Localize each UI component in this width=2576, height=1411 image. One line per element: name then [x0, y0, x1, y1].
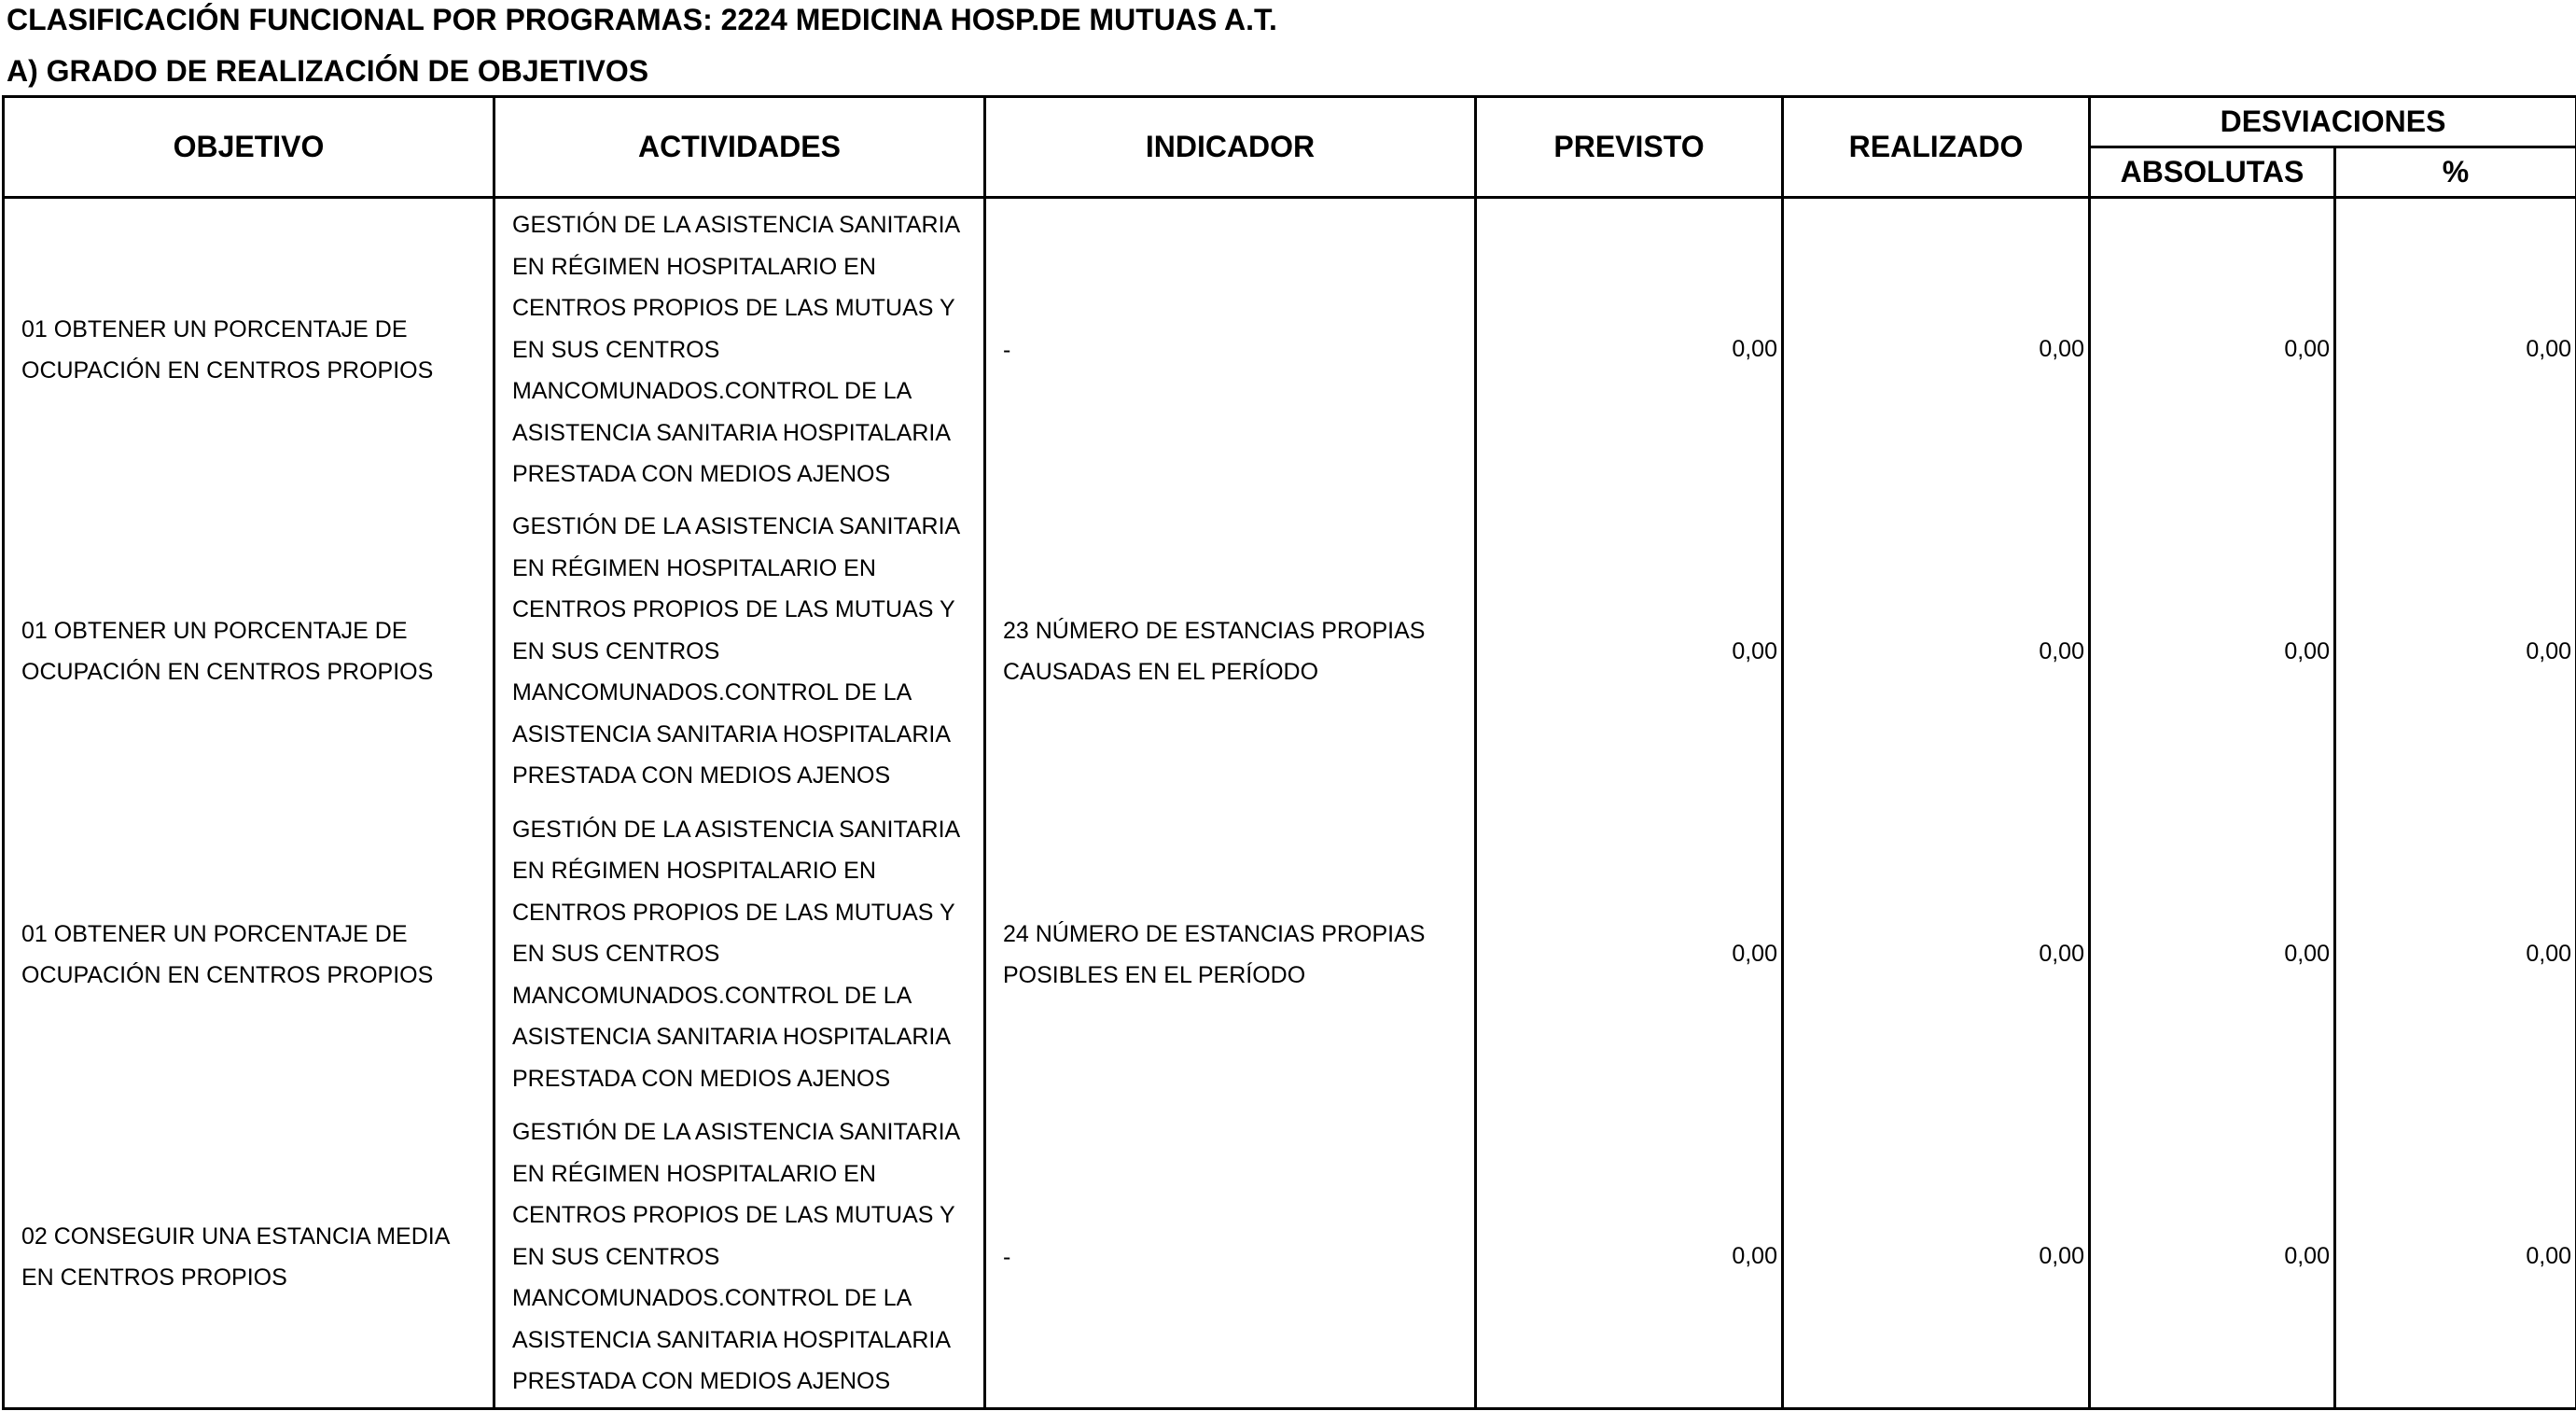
- table-row: [4, 1106, 2576, 1409]
- cell-absolutas: 0,00: [2090, 500, 2335, 803]
- cell-porcentaje: 0,00: [2335, 500, 2576, 803]
- cell-actividades: GESTIÓN DE LA ASISTENCIA SANITARIA EN RÉGIMEN HOSPITALARIO EN CENTROS PROPIOS DE LAS MUTUAS Y EN SUS CENTROS MANCOMUNADOS.CONTROL DE LA ASISTENCIA SANITARIA HOSPITALARIA PRESTADA CON MEDIOS AJENOS: [494, 1106, 985, 1409]
- cell-objetivo: 01 OBTENER UN PORCENTAJE DE OCUPACIÓN EN CENTROS PROPIOS: [4, 803, 494, 1107]
- table-row: [4, 198, 2576, 501]
- cell-absolutas: 0,00: [2090, 1106, 2335, 1409]
- table-row: [4, 803, 2576, 1107]
- cell-realizado: 0,00: [1783, 1106, 2090, 1409]
- cell-previsto: 0,00: [1476, 500, 1783, 803]
- table-body: [4, 198, 2576, 1409]
- header-absolutas: ABSOLUTAS: [2090, 147, 2335, 198]
- cell-objetivo: 01 OBTENER UN PORCENTAJE DE OCUPACIÓN EN CENTROS PROPIOS: [4, 198, 494, 501]
- cell-realizado: 0,00: [1783, 803, 2090, 1107]
- cell-indicador: -: [985, 1106, 1476, 1409]
- header-indicador: INDICADOR: [985, 97, 1476, 198]
- table-row: [4, 500, 2576, 803]
- cell-indicador: 23 NÚMERO DE ESTANCIAS PROPIAS CAUSADAS EN EL PERÍODO: [985, 500, 1476, 803]
- cell-absolutas: 0,00: [2090, 198, 2335, 501]
- cell-porcentaje: 0,00: [2335, 1106, 2576, 1409]
- cell-actividades: GESTIÓN DE LA ASISTENCIA SANITARIA EN RÉGIMEN HOSPITALARIO EN CENTROS PROPIOS DE LAS MUTUAS Y EN SUS CENTROS MANCOMUNADOS.CONTROL DE LA ASISTENCIA SANITARIA HOSPITALARIA PRESTADA CON MEDIOS AJENOS: [494, 500, 985, 803]
- cell-actividades: GESTIÓN DE LA ASISTENCIA SANITARIA EN RÉGIMEN HOSPITALARIO EN CENTROS PROPIOS DE LAS MUTUAS Y EN SUS CENTROS MANCOMUNADOS.CONTROL DE LA ASISTENCIA SANITARIA HOSPITALARIA PRESTADA CON MEDIOS AJENOS: [494, 198, 985, 501]
- section-title: A) GRADO DE REALIZACIÓN DE OBJETIVOS: [7, 54, 649, 88]
- header-porcentaje: %: [2335, 147, 2576, 198]
- cell-realizado: 0,00: [1783, 500, 2090, 803]
- cell-objetivo: 01 OBTENER UN PORCENTAJE DE OCUPACIÓN EN CENTROS PROPIOS: [4, 500, 494, 803]
- cell-indicador: 24 NÚMERO DE ESTANCIAS PROPIAS POSIBLES EN EL PERÍODO: [985, 803, 1476, 1107]
- header-previsto: PREVISTO: [1476, 97, 1783, 198]
- cell-previsto: 0,00: [1476, 803, 1783, 1107]
- header-desviaciones: DESVIACIONES: [2090, 97, 2576, 147]
- table-header: [4, 97, 2576, 198]
- cell-realizado: 0,00: [1783, 198, 2090, 501]
- cell-porcentaje: 0,00: [2335, 198, 2576, 501]
- cell-porcentaje: 0,00: [2335, 803, 2576, 1107]
- objectives-table: [2, 95, 2576, 1410]
- cell-previsto: 0,00: [1476, 1106, 1783, 1409]
- header-realizado: REALIZADO: [1783, 97, 2090, 198]
- cell-objetivo: 02 CONSEGUIR UNA ESTANCIA MEDIA EN CENTROS PROPIOS: [4, 1106, 494, 1409]
- page-title: CLASIFICACIÓN FUNCIONAL POR PROGRAMAS: 2224 MEDICINA HOSP.DE MUTUAS A.T.: [7, 3, 1277, 36]
- header-objetivo: OBJETIVO: [4, 97, 494, 198]
- cell-previsto: 0,00: [1476, 198, 1783, 501]
- header-actividades: ACTIVIDADES: [494, 97, 985, 198]
- cell-actividades: GESTIÓN DE LA ASISTENCIA SANITARIA EN RÉGIMEN HOSPITALARIO EN CENTROS PROPIOS DE LAS MUTUAS Y EN SUS CENTROS MANCOMUNADOS.CONTROL DE LA ASISTENCIA SANITARIA HOSPITALARIA PRESTADA CON MEDIOS AJENOS: [494, 803, 985, 1107]
- cell-indicador: -: [985, 198, 1476, 501]
- cell-absolutas: 0,00: [2090, 803, 2335, 1107]
